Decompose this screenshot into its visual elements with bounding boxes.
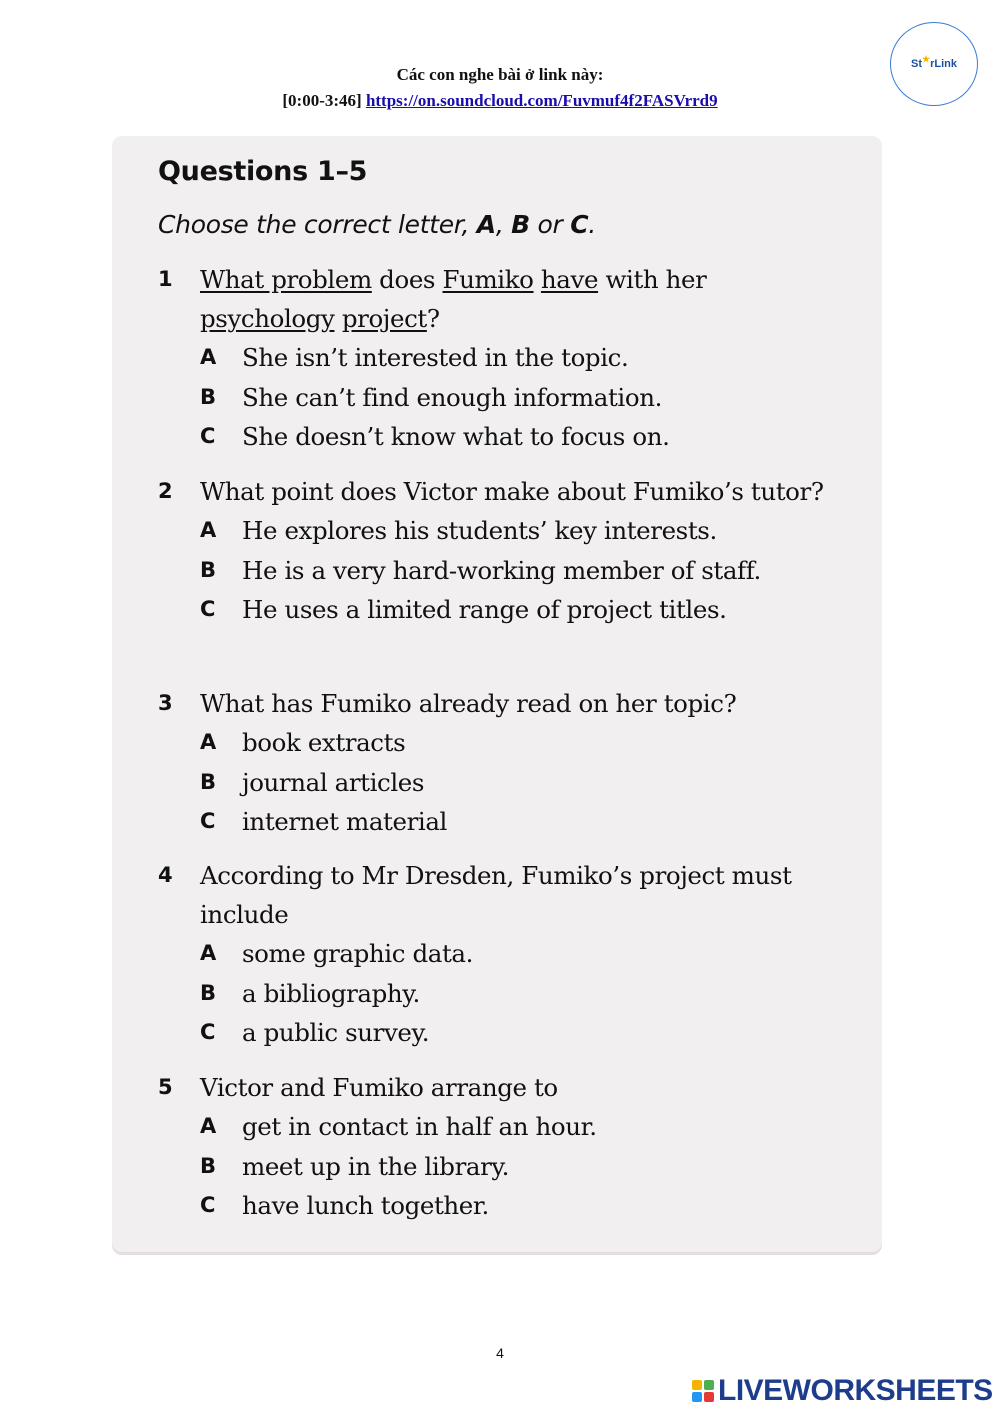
option-2a[interactable]: A He explores his students’ key interests. bbox=[200, 516, 717, 545]
header-link-line bbox=[0, 88, 1000, 114]
question-stem: What point does Victor make about Fumiko’s tutor? bbox=[200, 477, 824, 506]
section-instruction: Choose the correct letter, A, B or C. bbox=[158, 210, 596, 239]
liveworksheets-logo bbox=[692, 1374, 993, 1408]
question-number: 5 bbox=[158, 1075, 173, 1099]
option-1b[interactable]: B She can’t find enough information. bbox=[200, 382, 662, 412]
option-5a[interactable]: A get in contact in half an hour. bbox=[200, 1112, 597, 1141]
question-5 bbox=[158, 1068, 858, 1226]
option-5b[interactable]: B meet up in the library. bbox=[200, 1151, 509, 1181]
option-3b[interactable]: B journal articles bbox=[200, 767, 425, 797]
page-number: 4 bbox=[496, 1345, 504, 1361]
page-header bbox=[0, 62, 1000, 114]
soundcloud-link[interactable]: https://on.soundcloud.com/Fuvmuf4f2FASVrrd9 bbox=[365, 91, 718, 110]
time-range: [0:00-3:46] bbox=[282, 91, 362, 110]
option-4a[interactable]: A some graphic data. bbox=[200, 939, 473, 968]
question-stem: Victor and Fumiko arrange to bbox=[200, 1073, 558, 1102]
option-2b[interactable]: B He is a very hard-working member of staff. bbox=[200, 555, 761, 585]
liveworksheets-icon bbox=[692, 1380, 714, 1402]
option-3a[interactable]: A book extracts bbox=[200, 728, 406, 757]
question-number: 4 bbox=[158, 863, 173, 887]
option-1a[interactable]: A She isn’t interested in the topic. bbox=[200, 343, 629, 372]
header-line: Các con nghe bài ở link này: bbox=[396, 65, 604, 84]
option-2c[interactable]: C He uses a limited range of project titles. bbox=[200, 595, 727, 624]
option-1c[interactable]: C She doesn’t know what to focus on. bbox=[200, 422, 670, 451]
question-2 bbox=[158, 472, 858, 630]
question-number: 1 bbox=[158, 267, 173, 291]
question-stem: What problem does Fumiko have with her psychology project? bbox=[200, 265, 707, 333]
brand-text: LIVEWORKSHEETS bbox=[718, 1374, 993, 1407]
star-icon: ★ bbox=[922, 53, 931, 64]
starlink-logo: St ★ rLink bbox=[890, 22, 978, 106]
question-stem: What has Fumiko already read on her topic? bbox=[200, 689, 737, 718]
option-4c[interactable]: C a public survey. bbox=[200, 1018, 430, 1047]
section-title: Questions 1–5 bbox=[158, 156, 368, 187]
question-number: 3 bbox=[158, 691, 173, 715]
question-number: 2 bbox=[158, 479, 173, 503]
question-1 bbox=[158, 260, 858, 457]
question-stem: According to Mr Dresden, Fumiko’s project must include bbox=[200, 861, 792, 929]
option-3c[interactable]: C internet material bbox=[200, 807, 447, 836]
option-4b[interactable]: B a bibliography. bbox=[200, 978, 420, 1008]
question-3 bbox=[158, 684, 858, 842]
option-5c[interactable]: C have lunch together. bbox=[200, 1191, 489, 1220]
question-4 bbox=[158, 856, 858, 1053]
